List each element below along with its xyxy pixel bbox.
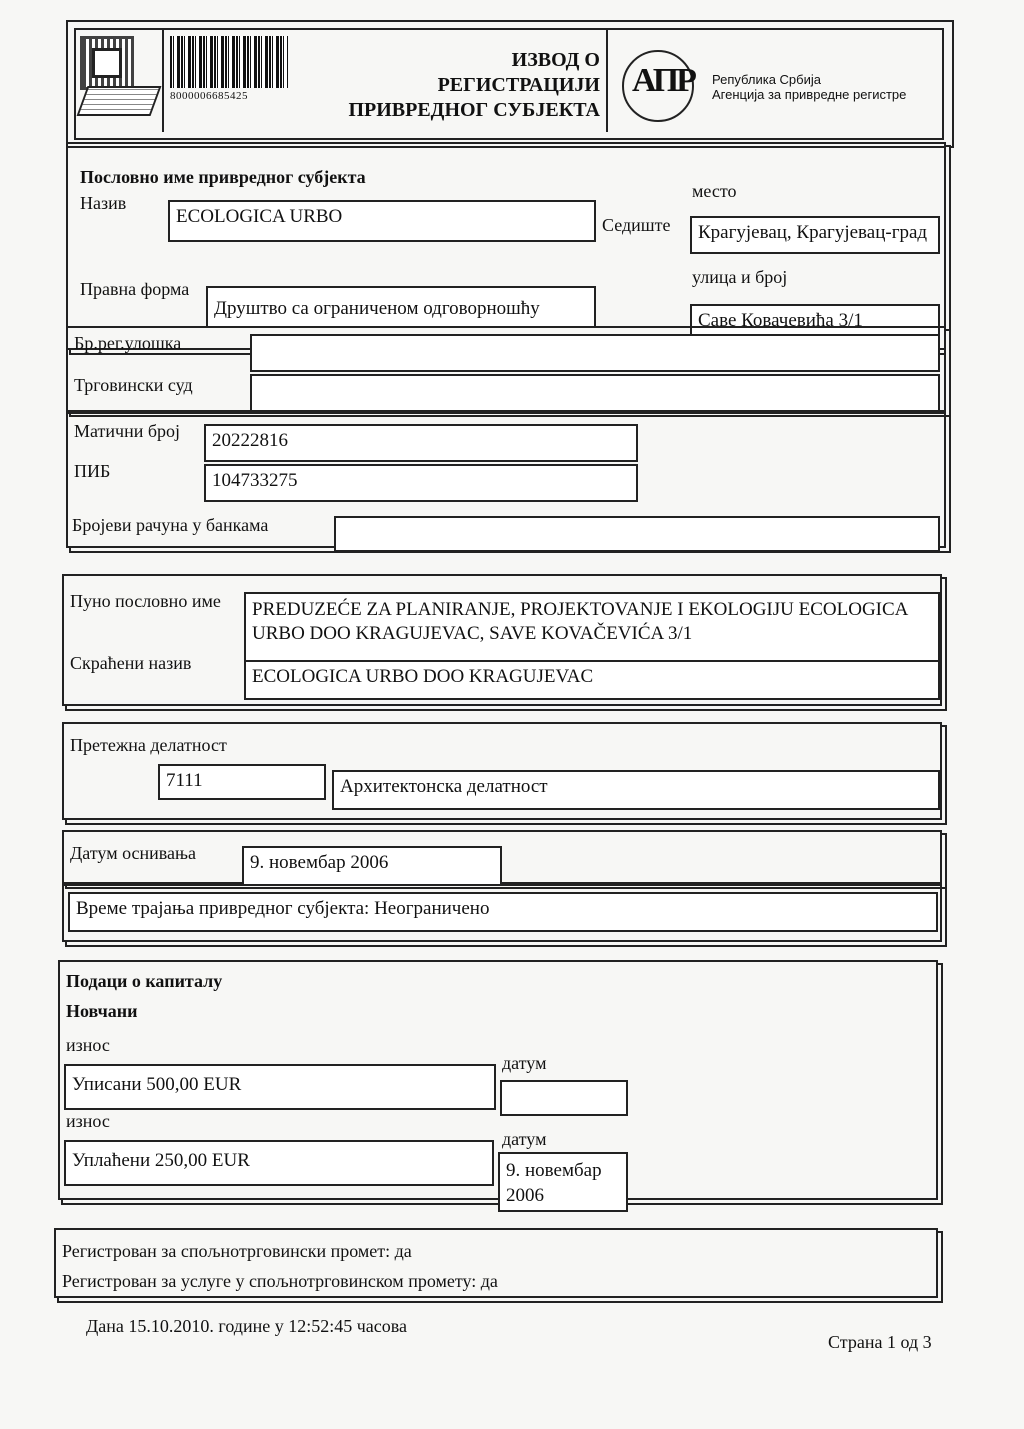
pib-label: ПИБ [74,461,111,481]
short-name-field: ECOLOGICA URBO DOO KRAGUJEVAC [244,660,940,700]
reg-field [250,334,940,372]
bank-field [334,516,940,552]
mb-field: 20222816 [204,424,638,462]
header-divider-2 [606,30,608,132]
street-label: улица и број [692,267,788,287]
paid-amount-label: износ [66,1111,110,1131]
paid-date-line-1: 9. новембар [506,1160,602,1181]
activity-label: Претежна делатност [70,735,227,755]
qr-code-center [92,48,122,78]
subscribed-amount-label: износ [66,1035,110,1055]
trade-line-2: Регистрован за услуге у спољнотрговинском промету: да [62,1271,498,1291]
agency-line-1: Република Србија [712,72,821,87]
seat-label: Седиште [602,215,671,235]
agency-line-2: Агенција за привредне регистре [712,87,907,102]
full-name-field: PREDUZEĆE ZA PLANIRANJE, PROJEKTOVANJE I EKOLOGIJU ECOLOGICA URBO DOO KRAGUJEVAC, SAVE KOVAČEVIĆA 3/1 [244,592,940,668]
place-label: место [692,181,737,201]
apr-logo-text: АПР [632,62,694,99]
agency-name [712,72,906,102]
paid-date-field [498,1152,628,1212]
paid-date-line-2: 2006 [506,1185,544,1206]
paid-date-label: датум [502,1129,547,1149]
footer-date: Дана 15.10.2010. године у 12:52:45 часова [86,1316,408,1336]
court-label: Трговински суд [74,375,193,395]
short-name-label: Скраћени назив [70,653,192,673]
bank-label: Бројеви рачуна у банкама [72,515,269,535]
card-icon [77,86,162,116]
title-line-3: ПРИВРЕДНОГ СУБЈЕКТА [348,99,600,121]
name-label: Назив [80,193,127,213]
full-name-label: Пуно пословно име [70,591,221,611]
reg-label: Бр.рег.улошка [74,333,182,353]
place-field: Крагујевац, Крагујевац-град [690,216,940,254]
business-name-title: Пословно име привредног субјекта [80,167,366,187]
barcode-number: 8000006685425 [170,90,248,102]
document-title [330,48,600,123]
name-field: ECOLOGICA URBO [168,200,596,242]
activity-code-field: 7111 [158,764,326,800]
pib-field: 104733275 [204,464,638,502]
legal-form-field: Друштво са ограниченом одговорношћу [206,286,596,328]
founded-field: 9. новембар 2006 [242,846,502,886]
title-line-1: ИЗВОД О [511,49,600,71]
subscribed-date-field [500,1080,628,1116]
page-number: Страна 1 од 3 [828,1332,932,1352]
paid-amount-field: Уплаћени 250,00 EUR [64,1140,494,1186]
street-field: Саве Ковачевића 3/1 [690,304,940,340]
capital-title: Подаци о капиталу [66,971,223,991]
mb-label: Матични број [74,421,181,441]
header-divider [162,30,164,132]
duration-field: Време трајања привредног субјекта: Неограничено [68,892,938,932]
legal-form-label: Правна форма [80,279,190,299]
capital-subtitle: Новчани [66,1001,138,1021]
activity-name-field: Архитектонска делатност [332,770,940,810]
title-line-2: РЕГИСТРАЦИЈИ [437,74,600,96]
court-field [250,374,940,412]
barcode-icon [170,36,288,88]
subscribed-date-label: датум [502,1053,547,1073]
subscribed-amount-field: Уписани 500,00 EUR [64,1064,496,1110]
founded-label: Датум оснивања [70,843,197,863]
trade-line-1: Регистрован за спољнотрговински промет: да [62,1241,412,1261]
